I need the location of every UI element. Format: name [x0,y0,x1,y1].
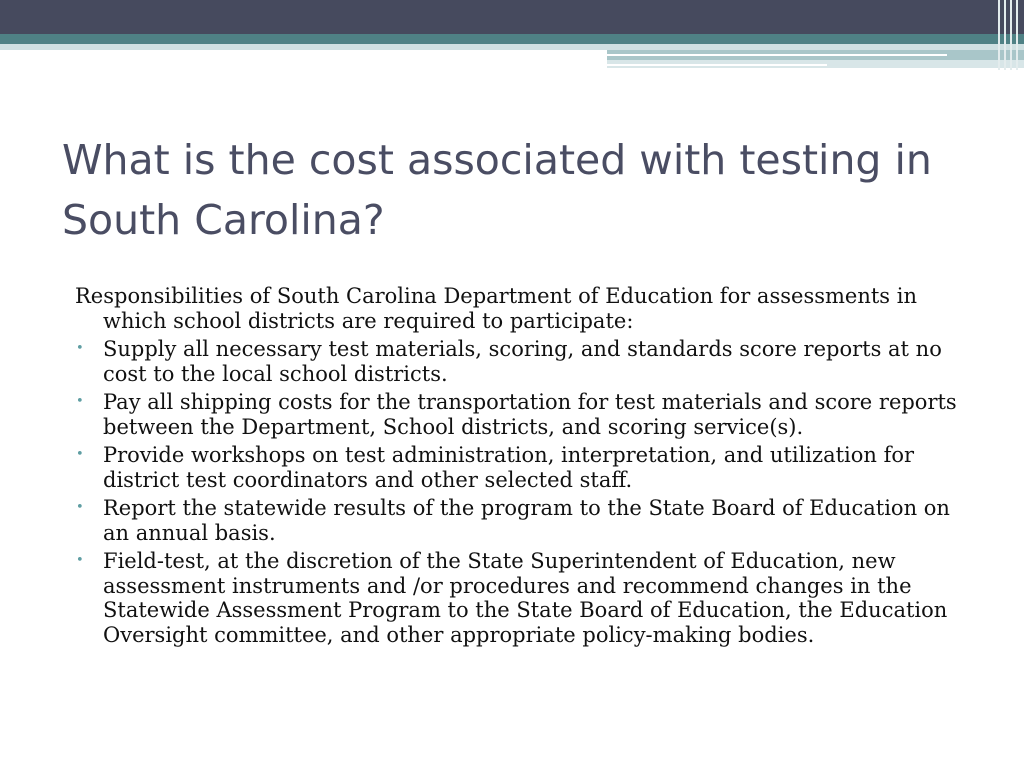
list-item [75,549,975,647]
list-item [75,390,975,439]
vertical-line [1016,0,1018,70]
header-teal-stripe [0,34,1024,44]
bullet-icon: • [76,553,84,568]
vertical-line [1004,0,1006,70]
list-item-text: Field-test, at the discretion of the State Superintendent of Education, new assessment instruments and /or procedures and recommend changes in the Statewide Assessment Program to the State Board of Education, the Education Oversight committee, and other appropriate policy-making bodies. [103,549,948,647]
bullet-icon: • [76,447,84,462]
list-item-text: Pay all shipping costs for the transportation for test materials and score reports between the Department, School districts, and scoring service(s). [103,390,957,439]
header-decor-line-short [607,64,827,66]
header-dark-bar [0,0,1024,34]
header-vertical-lines [994,0,1024,70]
intro-paragraph: Responsibilities of South Carolina Department of Education for assessments in which school districts are required to participate: [75,284,917,333]
list-item [75,443,975,492]
header-decor-line [607,54,947,56]
bullet-icon: • [76,341,84,356]
list-item-text: Supply all necessary test materials, scoring, and standards score reports at no cost to the local school districts. [103,337,942,386]
list-item-text: Provide workshops on test administration, interpretation, and utilization for district test coordinators and other selected staff. [103,443,915,492]
bullet-icon: • [76,500,84,515]
vertical-line [998,0,1000,70]
bullet-icon: • [76,394,84,409]
slide-title: What is the cost associated with testing in South Carolina? [62,136,932,244]
list-item [75,337,975,386]
bullet-list [75,337,975,647]
vertical-line [1010,0,1012,70]
list-item-text: Report the statewide results of the program to the State Board of Education on an annual basis. [103,496,950,545]
list-item [75,496,975,545]
slide-body [75,284,975,651]
